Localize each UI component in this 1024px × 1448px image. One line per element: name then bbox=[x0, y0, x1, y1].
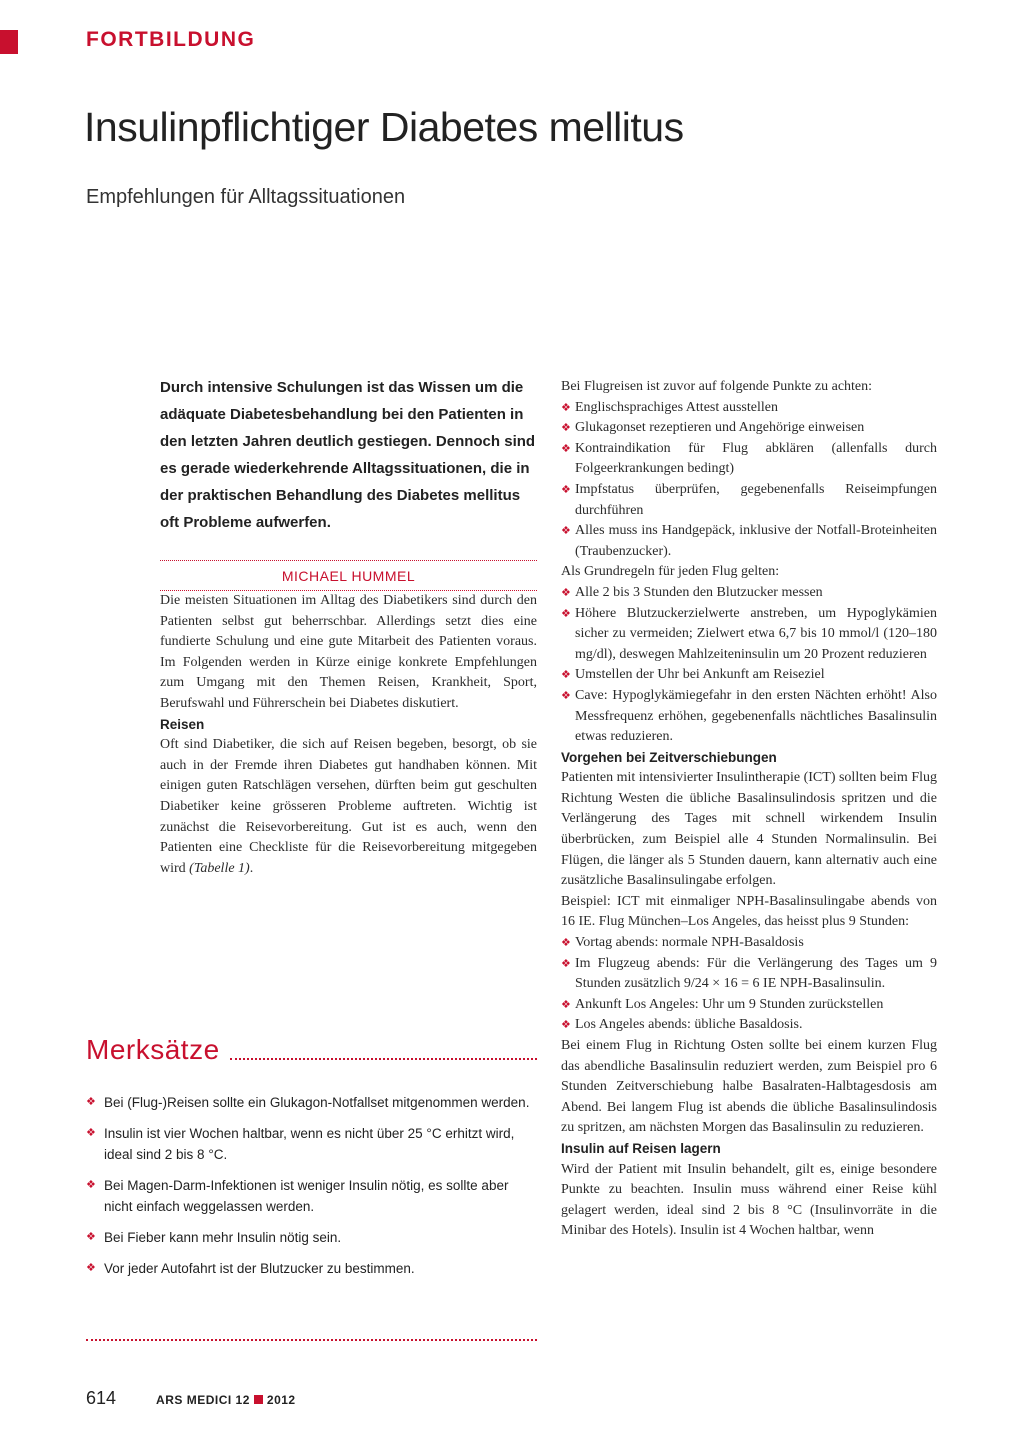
reisen-text: Oft sind Diabetiker, die sich auf Reisen begeben, besorgt, ob sie auch in der Fremde ihren Diabetes gut handhaben können. Mit einigen guten Ratschlägen versehen, dürften beim gut geschulten Diabetiker keine grösseren Probleme auftreten. Wichtig ist zunächst die Reisevorbereitung. Gut ist es auch, wenn den Patienten eine Checkliste für die Reisevorbereitung mitgegeben wird bbox=[160, 737, 537, 876]
journal-info bbox=[156, 1393, 296, 1407]
flight-intro: Bei Flugreisen ist zuvor auf folgende Punkte zu achten: bbox=[561, 379, 873, 394]
list-item-text: Ankunft Los Angeles: Uhr um 9 Stunden zurückstellen bbox=[575, 996, 884, 1012]
list-item-text: Englischsprachiges Attest ausstellen bbox=[575, 399, 778, 415]
section-color-marker bbox=[0, 30, 18, 54]
list-item-text: Bei (Flug-)Reisen sollte ein Glukagon-Notfallset mitgenommen werden. bbox=[104, 1095, 530, 1110]
key-points-title: Merksätze bbox=[86, 1034, 220, 1065]
list-item bbox=[86, 1227, 537, 1248]
diamond-bullet-icon: ❖ bbox=[86, 1127, 96, 1139]
list-item-text: Los Angeles abends: übliche Basaldosis. bbox=[575, 1017, 803, 1033]
diamond-bullet-icon: ❖ bbox=[561, 525, 571, 538]
dotted-divider bbox=[86, 1339, 537, 1341]
example-paragraph: Beispiel: ICT mit einmaliger NPH-Basalinsulingabe abends von 16 IE. Flug München–Los Angeles, das heisst plus 9 Stunden: bbox=[561, 893, 937, 930]
lead-paragraph: Durch intensive Schulungen ist das Wissen um die adäquate Diabetesbehandlung bei den Patienten in den letzten Jahren deutlich gestiegen. Dennoch sind es gerade wiederkehrende Alltagssituationen, die in der praktischen Behandlung des Diabetes mellitus oft Probleme aufwerfen. bbox=[160, 379, 536, 531]
list-item-text: Bei Fieber kann mehr Insulin nötig sein. bbox=[104, 1230, 342, 1245]
page-footer bbox=[86, 1388, 296, 1409]
list-item bbox=[561, 439, 937, 480]
dotted-divider bbox=[230, 1058, 537, 1060]
diamond-bullet-icon: ❖ bbox=[561, 442, 571, 455]
journal-name: ARS MEDICI 12 bbox=[156, 1393, 250, 1407]
list-item bbox=[561, 583, 937, 604]
list-item bbox=[561, 398, 937, 419]
list-item-text: Impfstatus überprüfen, gegebenenfalls Reiseimpfungen durchführen bbox=[575, 481, 937, 518]
reisen-heading: Reisen bbox=[160, 716, 205, 732]
list-item bbox=[86, 1175, 537, 1217]
red-square-icon bbox=[254, 1395, 263, 1404]
diamond-bullet-icon: ❖ bbox=[561, 586, 571, 599]
left-column bbox=[160, 374, 537, 879]
list-item-text: Insulin ist vier Wochen haltbar, wenn es nicht über 25 °C erhitzt wird, ideal sind 2 bis 8 °C. bbox=[104, 1126, 515, 1162]
diamond-bullet-icon: ❖ bbox=[561, 401, 571, 414]
reisen-paragraph: Oft sind Diabetiker, die sich auf Reisen begeben, besorgt, ob sie auch in der Fremde ihren Diabetes gut handhaben können. Mit einigen guten Ratschlägen versehen, dürften beim gut geschulten Diabetiker keine grösseren Probleme auftreten. Wichtig ist zunächst die Reisevorbereitung. Gut ist es auch, wenn den Patienten eine Checkliste für die Reisevorbereitung mitgegeben wird (Tabelle 1). bbox=[160, 737, 537, 876]
time-shift-heading: Vorgehen bei Zeitverschiebungen bbox=[561, 749, 777, 765]
list-item bbox=[561, 418, 937, 439]
key-points-list bbox=[86, 1092, 537, 1279]
storage-paragraph: Wird der Patient mit Insulin behandelt, gilt es, einige besondere Punkte zu beachten. Insulin muss während einer Reise kühl gelagert werden, ideal sind 2 bis 8 °C (Insulinvorräte in die Minibar des Hotels). Insulin ist 4 Wochen haltbar, wenn bbox=[561, 1161, 937, 1239]
list-item bbox=[86, 1123, 537, 1165]
list-item bbox=[561, 665, 937, 686]
diamond-bullet-icon: ❖ bbox=[86, 1179, 96, 1191]
list-item bbox=[561, 480, 937, 521]
east-flight-paragraph: Bei einem Flug in Richtung Osten sollte bei einem kurzen Flug das abendliche Basalinsulin reduziert werden, zum Beispiel pro 6 Stunden Zeitverschiebung halbe Basalraten-Halbtagesdosis am Abend. Bei langem Flug ist abends die übliche Basalinsulindosis zu spritzen, am nächsten Morgen das Basalinsulin zu reduzieren. bbox=[561, 1038, 937, 1136]
diamond-bullet-icon: ❖ bbox=[561, 1019, 571, 1032]
time-shift-paragraph: Patienten mit intensivierter Insulintherapie (ICT) sollten beim Flug Richtung Westen die übliche Basalinsulindosis spritzen und die Verlängerung des Tages mit schnell wirkendem Insulin überbrücken, zum Beispiel alle 4 Stunden Normalinsulin. Bei Flügen, die länger als 5 Stunden dauern, kann alternativ auch eine zusätzliche Basalinsulingabe erfolgen. bbox=[561, 770, 937, 889]
section-label: FORTBILDUNG bbox=[86, 28, 256, 51]
article-subtitle: Empfehlungen für Alltagssituationen bbox=[86, 186, 406, 208]
diamond-bullet-icon: ❖ bbox=[86, 1096, 96, 1108]
list-item-text: Kontraindikation für Flug abklären (allenfalls durch Folgeerkrankungen bedingt) bbox=[575, 440, 937, 477]
storage-heading: Insulin auf Reisen lagern bbox=[561, 1140, 721, 1156]
table-reference: (Tabelle 1) bbox=[189, 860, 250, 876]
list-item-text: Alle 2 bis 3 Stunden den Blutzucker messen bbox=[575, 584, 823, 600]
example-list bbox=[561, 933, 937, 1036]
list-item bbox=[86, 1258, 537, 1279]
right-column bbox=[561, 377, 937, 1242]
author-name: MICHAEL HUMMEL bbox=[281, 568, 416, 584]
list-item bbox=[86, 1092, 537, 1113]
list-item bbox=[561, 521, 937, 562]
list-item-text: Alles muss ins Handgepäck, inklusive der Notfall-Broteinheiten (Traubenzucker). bbox=[575, 523, 937, 559]
intro-paragraph: Die meisten Situationen im Alltag des Diabetikers sind durch den Patienten selbst gut beherrschbar. Allerdings setzt dies eine fundierte Schulung und eine gute Mitarbeit des Patienten voraus. Im Folgenden werden in Kürze einige konkrete Empfehlungen zum Umgang mit den Themen Reisen, Krankheit, Sport, Berufswahl und Führerschein bei Diabetes diskutiert. bbox=[160, 593, 537, 711]
list-item-text: Vortag abends: normale NPH-Basaldosis bbox=[575, 935, 804, 951]
diamond-bullet-icon: ❖ bbox=[561, 998, 571, 1011]
page-number: 614 bbox=[86, 1388, 117, 1408]
key-points-header bbox=[86, 1034, 537, 1066]
list-item-text: Höhere Blutzuckerzielwerte anstreben, um Hypoglykämien sicher zu vermeiden; Zielwert etwa 6,7 bis 10 mmol/l (120–180 mg/dl), deswegen Mahlzeiteninsulin um 20 Prozent reduzieren bbox=[575, 605, 937, 662]
diamond-bullet-icon: ❖ bbox=[561, 422, 571, 435]
diamond-bullet-icon: ❖ bbox=[561, 689, 571, 702]
key-points-box bbox=[86, 1034, 537, 1289]
list-item-text: Glukagonset rezeptieren und Angehörige einweisen bbox=[575, 420, 865, 436]
list-item bbox=[561, 686, 937, 748]
diamond-bullet-icon: ❖ bbox=[561, 483, 571, 496]
ground-rules-intro: Als Grundregeln für jeden Flug gelten: bbox=[561, 564, 780, 580]
flight-checklist bbox=[561, 398, 937, 563]
list-item bbox=[561, 933, 937, 954]
article-title: Insulinpflichtiger Diabetes mellitus bbox=[84, 104, 684, 150]
diamond-bullet-icon: ❖ bbox=[561, 669, 571, 682]
diamond-bullet-icon: ❖ bbox=[561, 937, 571, 950]
list-item-text: Cave: Hypoglykämiegefahr in den ersten Nächten erhöht! Also Messfrequenz erhöhen, gegebenenfalls nächtliches Basalinsulin etwas reduzieren. bbox=[575, 687, 937, 745]
diamond-bullet-icon: ❖ bbox=[561, 607, 571, 620]
list-item bbox=[561, 995, 937, 1016]
list-item bbox=[561, 1015, 937, 1036]
list-item-text: Umstellen der Uhr bei Ankunft am Reiseziel bbox=[575, 667, 825, 683]
ground-rules-list bbox=[561, 583, 937, 748]
diamond-bullet-icon: ❖ bbox=[86, 1231, 96, 1243]
author-block bbox=[160, 560, 537, 591]
diamond-bullet-icon: ❖ bbox=[561, 957, 571, 970]
list-item-text: Im Flugzeug abends: Für die Verlängerung des Tages um 9 Stunden zusätzlich 9/24 × 16 = 6 IE NPH-Basalinsulin. bbox=[575, 955, 937, 992]
journal-year: 2012 bbox=[266, 1393, 296, 1407]
list-item bbox=[561, 604, 937, 666]
list-item-text: Bei Magen-Darm-Infektionen ist weniger Insulin nötig, es sollte aber nicht einfach weggelassen werden. bbox=[104, 1178, 509, 1214]
list-item-text: Vor jeder Autofahrt ist der Blutzucker zu bestimmen. bbox=[104, 1261, 415, 1276]
diamond-bullet-icon: ❖ bbox=[86, 1262, 96, 1274]
list-item bbox=[561, 954, 937, 995]
